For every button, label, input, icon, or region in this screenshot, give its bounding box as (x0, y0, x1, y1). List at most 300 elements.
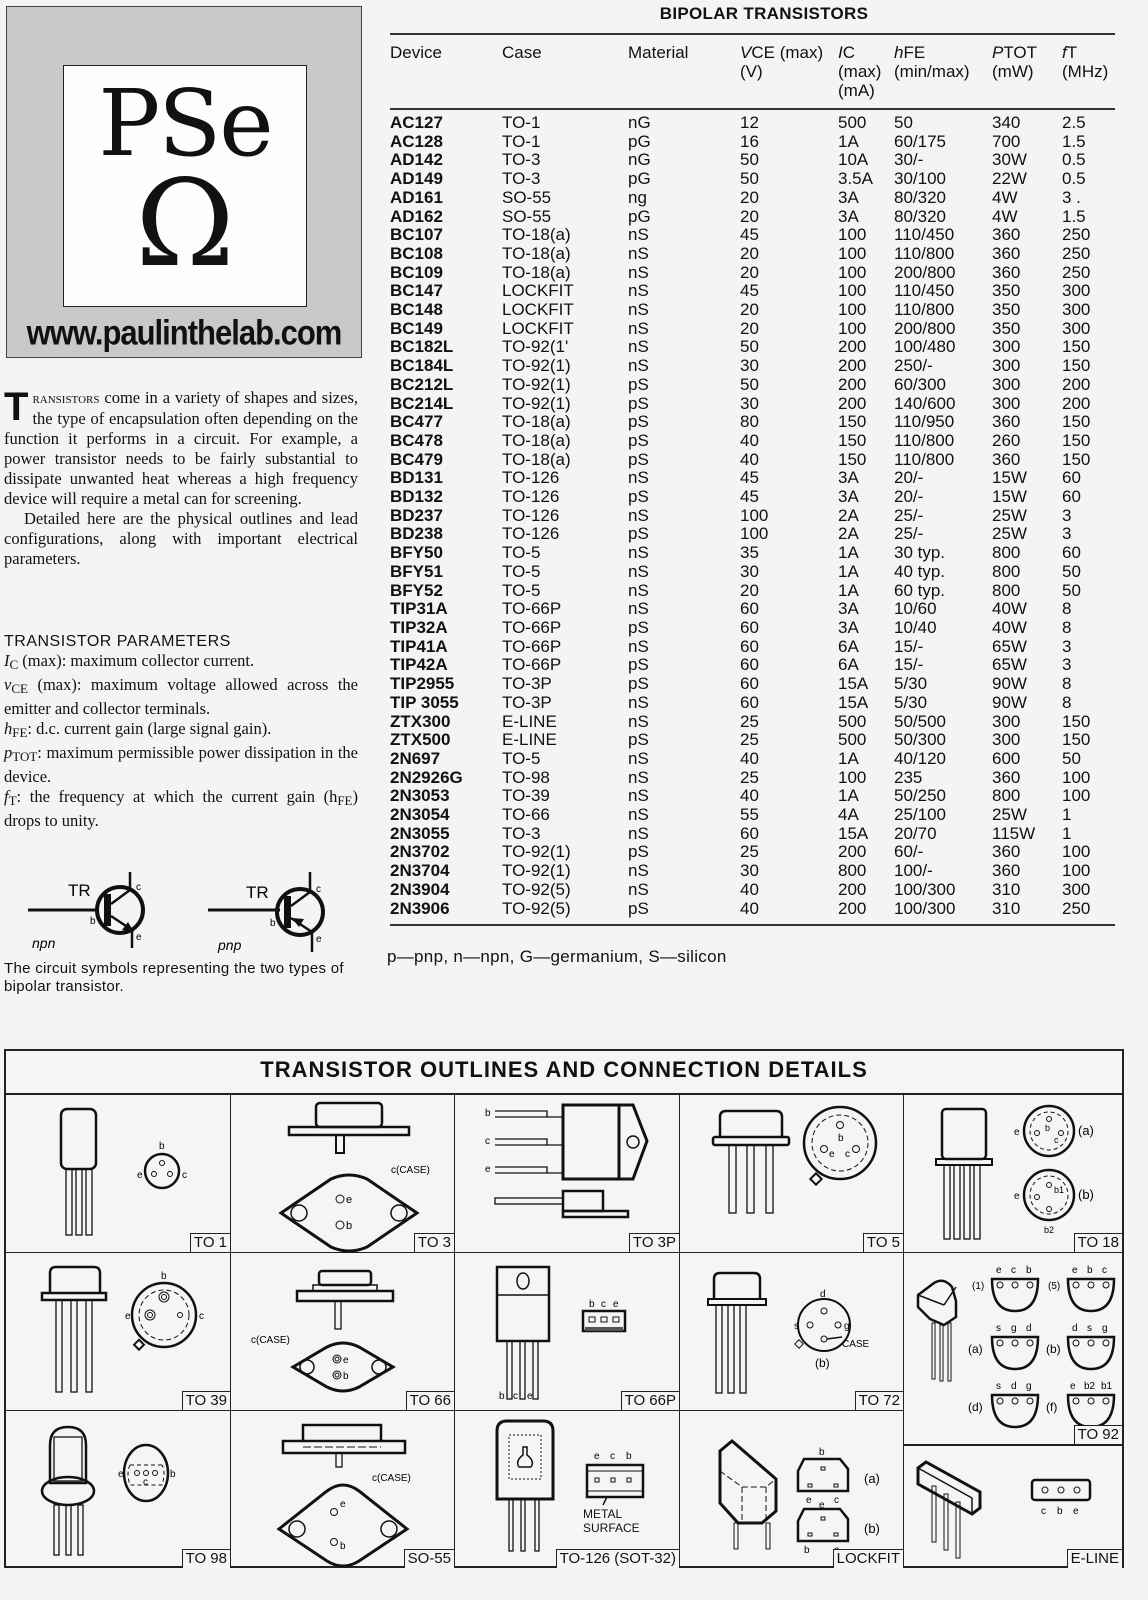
table-row (390, 301, 1115, 320)
package-to92 (904, 1253, 1122, 1445)
col-ic: IC (max) (mA) (838, 43, 882, 100)
cell-ic: 3A (838, 599, 859, 619)
cell-case: TO-92(1) (502, 374, 571, 394)
cell-device: BC214L (390, 393, 454, 413)
cell-material: pS (628, 898, 649, 918)
cell-ic: 500 (838, 711, 867, 731)
cell-case: TO-18(a) (502, 225, 571, 245)
cell-case: TO-66P (502, 655, 562, 675)
cell-ptot: 300 (992, 356, 1021, 376)
table-row (390, 619, 1115, 638)
cell-vce: 50 (740, 169, 759, 189)
cell-device: 2N697 (390, 748, 441, 768)
package-to3p (455, 1095, 680, 1253)
cell-ft: 150 (1062, 337, 1091, 357)
cell-case: TO-18(a) (502, 243, 571, 263)
cell-material: pS (628, 430, 649, 450)
cell-ft: 150 (1062, 412, 1091, 432)
cell-ptot: 800 (992, 580, 1021, 600)
cell-ft: 3 (1062, 505, 1072, 525)
package-label: TO 39 (182, 1391, 230, 1410)
svg-text:CASE: CASE (842, 1339, 870, 1350)
svg-text:(a): (a) (1078, 1123, 1094, 1138)
cell-vce: 50 (740, 150, 759, 170)
to66p-outline-icon (455, 1253, 680, 1411)
cell-hfe: 140/600 (894, 393, 956, 413)
cell-case: TO-92(5) (502, 898, 571, 918)
cell-material: pS (628, 393, 649, 413)
divider (390, 33, 1115, 35)
svg-text:c: c (1011, 1265, 1016, 1276)
cell-device: ZTX300 (390, 711, 451, 731)
cell-hfe: 15/- (894, 655, 924, 675)
col-ptot: PTOT (mW) (992, 43, 1038, 81)
table-row (390, 245, 1115, 264)
cell-ft: 100 (1062, 842, 1091, 862)
cell-ptot: 90W (992, 674, 1027, 694)
cell-ft: 250 (1062, 225, 1091, 245)
cell-device: BC149 (390, 318, 443, 338)
cell-device: BFY50 (390, 543, 443, 563)
cell-vce: 60 (740, 617, 759, 637)
svg-text:b1: b1 (1054, 1185, 1065, 1195)
to92-outline-icon (904, 1253, 1122, 1445)
cell-vce: 60 (740, 636, 759, 656)
table-row (390, 170, 1115, 189)
cell-ic: 200 (838, 393, 867, 413)
cell-ft: 100 (1062, 861, 1091, 881)
cell-material: nS (628, 767, 649, 787)
cell-case: TO-3P (502, 692, 552, 712)
cell-ft: 8 (1062, 692, 1072, 712)
cell-hfe: 10/40 (894, 617, 937, 637)
table-row (390, 675, 1115, 694)
cell-ptot: 65W (992, 636, 1027, 656)
cell-ic: 200 (838, 356, 867, 376)
cell-ptot: 350 (992, 300, 1021, 320)
cell-device: BC479 (390, 449, 443, 469)
cell-ft: 150 (1062, 730, 1091, 750)
to92-variant-1-icon (972, 1265, 1038, 1311)
package-to5 (680, 1095, 904, 1253)
cell-material: pS (628, 617, 649, 637)
package-label: SO-55 (404, 1549, 454, 1568)
cell-ic: 3A (838, 468, 859, 488)
table-row (390, 451, 1115, 470)
package-label: TO 98 (182, 1549, 230, 1568)
svg-text:b: b (804, 1545, 810, 1556)
cell-material: pS (628, 730, 649, 750)
svg-text:b: b (1087, 1265, 1093, 1276)
svg-text:(1): (1) (972, 1281, 985, 1292)
cell-case: TO-18(a) (502, 430, 571, 450)
svg-text:(b): (b) (1046, 1342, 1061, 1356)
cell-material: nG (628, 113, 651, 132)
cell-ic: 150 (838, 412, 867, 432)
cell-device: AD142 (390, 150, 443, 170)
table-row (390, 563, 1115, 582)
cell-vce: 45 (740, 468, 759, 488)
to18-outline-icon (904, 1095, 1122, 1253)
cell-device: 2N3054 (390, 805, 450, 825)
package-label: TO 66 (406, 1391, 454, 1410)
lockfit-outline-icon (680, 1411, 904, 1568)
package-label: TO 1 (190, 1233, 230, 1252)
svg-text:b: b (346, 1220, 353, 1232)
cell-ptot: 800 (992, 786, 1021, 806)
cell-material: pS (628, 487, 649, 507)
svg-text:c: c (845, 1149, 850, 1160)
cell-ptot: 25W (992, 505, 1027, 525)
divider (390, 924, 1115, 926)
cell-ic: 1A (838, 786, 859, 806)
cell-vce: 25 (740, 842, 759, 862)
cell-case: TO-66P (502, 636, 562, 656)
logo-url[interactable]: www.paulinthelab.com (26, 312, 342, 353)
cell-ft: 3 (1062, 655, 1072, 675)
cell-vce: 45 (740, 225, 759, 245)
table-row (390, 507, 1115, 526)
intro-lead: ransistors (32, 391, 100, 407)
svg-text:b: b (90, 916, 96, 927)
to92-variant-a-icon (968, 1323, 1038, 1369)
cell-ic: 15A (838, 674, 869, 694)
cell-ptot: 25W (992, 805, 1027, 825)
to126-outline-icon: e c b METAL SURFACE (455, 1411, 680, 1568)
package-to18 (904, 1095, 1122, 1253)
cell-vce: 35 (740, 543, 759, 563)
cell-device: BC109 (390, 262, 443, 282)
svg-text:d: d (820, 1289, 826, 1300)
cell-ptot: 800 (992, 543, 1021, 563)
cell-device: ZTX500 (390, 730, 451, 750)
cell-ic: 3A (838, 487, 859, 507)
table-row (390, 600, 1115, 619)
svg-text:b: b (838, 1133, 844, 1144)
cell-hfe: 50/250 (894, 786, 946, 806)
cell-device: AC128 (390, 131, 443, 151)
cell-hfe: 20/- (894, 468, 924, 488)
cell-vce: 40 (740, 879, 759, 899)
table-legend: p—pnp, n—npn, G—germanium, S—silicon (387, 947, 727, 966)
cell-vce: 100 (740, 524, 769, 544)
table-row (390, 713, 1115, 732)
cell-case: TO-5 (502, 543, 541, 563)
cell-ic: 200 (838, 842, 867, 862)
package-eline (904, 1445, 1122, 1568)
cell-case: LOCKFIT (502, 318, 574, 338)
cell-hfe: 60 typ. (894, 580, 946, 600)
table-row (390, 469, 1115, 488)
svg-text:e: e (819, 1500, 825, 1511)
cell-hfe: 50/500 (894, 711, 946, 731)
package-label: LOCKFIT (833, 1549, 903, 1568)
svg-text:e: e (125, 1311, 131, 1322)
cell-vce: 100 (740, 505, 769, 525)
svg-text:(a): (a) (864, 1471, 880, 1486)
to66-outline-icon (231, 1253, 455, 1411)
cell-ic: 100 (838, 262, 867, 282)
cell-ft: 8 (1062, 599, 1072, 619)
cell-ft: 100 (1062, 767, 1091, 787)
table-row (390, 900, 1115, 919)
to1-outline-icon (6, 1095, 231, 1253)
svg-text:(d): (d) (968, 1400, 983, 1414)
cell-ptot: 90W (992, 692, 1027, 712)
svg-text:c(CASE): c(CASE) (251, 1335, 290, 1346)
cell-hfe: 80/320 (894, 206, 946, 226)
svg-text:d: d (1072, 1323, 1078, 1334)
table-row (390, 338, 1115, 357)
cell-material: nS (628, 823, 649, 843)
cell-ic: 1A (838, 543, 859, 563)
cell-ft: 3 (1062, 636, 1072, 656)
svg-text:e: e (316, 934, 322, 945)
col-device: Device (390, 43, 442, 62)
parameters-section (4, 633, 358, 831)
table-row (390, 694, 1115, 713)
cell-ptot: 360 (992, 449, 1021, 469)
cell-ptot: 360 (992, 412, 1021, 432)
cell-ft: 300 (1062, 879, 1091, 899)
table-row (390, 525, 1115, 544)
cell-material: nS (628, 748, 649, 768)
cell-hfe: 30 typ. (894, 543, 946, 563)
cell-vce: 25 (740, 711, 759, 731)
svg-text:s: s (996, 1323, 1001, 1334)
cell-ic: 15A (838, 823, 869, 843)
cell-ptot: 65W (992, 655, 1027, 675)
cell-ic: 3A (838, 206, 859, 226)
table-row (390, 114, 1115, 133)
table-body (390, 114, 1115, 918)
svg-text:g: g (1011, 1323, 1017, 1334)
cell-ptot: 4W (992, 187, 1018, 207)
cell-device: TIP31A (390, 599, 448, 619)
table-row (390, 264, 1115, 283)
package-to39 (6, 1253, 231, 1411)
cell-vce: 30 (740, 561, 759, 581)
svg-text:e: e (613, 1299, 619, 1310)
cell-case: E-LINE (502, 711, 557, 731)
svg-text:c: c (834, 1495, 839, 1506)
cell-device: BC212L (390, 374, 454, 394)
svg-text:b: b (1057, 1506, 1063, 1517)
cell-case: TO-5 (502, 580, 541, 600)
cell-vce: 20 (740, 300, 759, 320)
cell-device: 2N3053 (390, 786, 450, 806)
cell-ft: 60 (1062, 543, 1081, 563)
cell-material: nS (628, 861, 649, 881)
cell-hfe: 30/100 (894, 169, 946, 189)
cell-hfe: 200/800 (894, 318, 956, 338)
table-row (390, 395, 1115, 414)
cell-ptot: 4W (992, 206, 1018, 226)
cell-hfe: 5/30 (894, 692, 928, 712)
svg-text:b: b (626, 1451, 632, 1462)
cell-device: BC478 (390, 430, 443, 450)
svg-text:TR: TR (68, 881, 91, 900)
param-hfe: $h_{FE}$: d.c. current gain (large signal gain). (4, 719, 272, 740)
cell-material: nS (628, 243, 649, 263)
cell-case: TO-1 (502, 113, 541, 132)
cell-hfe: 40/120 (894, 748, 946, 768)
svg-text:b2: b2 (1084, 1381, 1096, 1392)
svg-text:e: e (340, 1499, 346, 1510)
cell-ic: 100 (838, 281, 867, 301)
svg-text:e: e (806, 1495, 812, 1506)
cell-material: nS (628, 262, 649, 282)
cell-material: nS (628, 561, 649, 581)
cell-hfe: 60/300 (894, 374, 946, 394)
package-to98 (6, 1411, 231, 1568)
svg-text:e: e (1014, 1191, 1020, 1202)
cell-vce: 20 (740, 318, 759, 338)
cell-device: 2N2926G (390, 767, 463, 787)
cell-case: LOCKFIT (502, 281, 574, 301)
cell-hfe: 100/480 (894, 337, 956, 357)
cell-ft: 250 (1062, 243, 1091, 263)
table-row (390, 376, 1115, 395)
table-row (390, 862, 1115, 881)
cell-vce: 60 (740, 599, 759, 619)
table-row (390, 638, 1115, 657)
cell-case: LOCKFIT (502, 300, 574, 320)
cell-ic: 6A (838, 636, 859, 656)
table-header-row (390, 43, 1115, 100)
svg-text:b: b (159, 1141, 165, 1152)
table-row (390, 282, 1115, 301)
cell-ptot: 360 (992, 262, 1021, 282)
cell-ic: 100 (838, 318, 867, 338)
cell-ft: 50 (1062, 748, 1081, 768)
cell-vce: 80 (740, 412, 759, 432)
package-to126 (455, 1411, 680, 1568)
cell-ptot: 15W (992, 487, 1027, 507)
cell-material: nS (628, 692, 649, 712)
cell-ft: 50 (1062, 561, 1081, 581)
col-hfe: hFE (min/max) (894, 43, 970, 81)
cell-material: nS (628, 805, 649, 825)
cell-ic: 500 (838, 113, 867, 132)
svg-text:e: e (996, 1265, 1002, 1276)
cell-ptot: 310 (992, 898, 1021, 918)
cell-ptot: 800 (992, 561, 1021, 581)
cell-ptot: 115W (992, 823, 1036, 843)
table-row (390, 731, 1115, 750)
cell-hfe: 110/950 (894, 412, 955, 432)
cell-ft: 3 (1062, 524, 1072, 544)
cell-vce: 25 (740, 767, 759, 787)
cell-vce: 30 (740, 356, 759, 376)
package-label: TO 5 (863, 1233, 903, 1252)
cell-hfe: 25/100 (894, 805, 946, 825)
cell-hfe: 20/70 (894, 823, 937, 843)
cell-ft: 0.5 (1062, 169, 1086, 189)
package-label: TO 66P (621, 1391, 679, 1410)
cell-case: TO-126 (502, 505, 560, 525)
cell-ptot: 350 (992, 281, 1021, 301)
package-label: TO 3 (414, 1233, 454, 1252)
package-lockfit (680, 1411, 904, 1568)
svg-text:e: e (346, 1194, 353, 1206)
svg-text:(a): (a) (968, 1342, 983, 1356)
cell-case: TO-5 (502, 748, 541, 768)
cell-device: BC147 (390, 281, 443, 301)
svg-text:b: b (340, 1541, 346, 1552)
cell-ft: 100 (1062, 786, 1091, 806)
cell-ptot: 300 (992, 730, 1021, 750)
svg-text:e: e (829, 1149, 835, 1160)
cell-case: TO-126 (502, 468, 560, 488)
cell-device: BFY52 (390, 580, 443, 600)
cell-ft: 60 (1062, 487, 1081, 507)
table-row (390, 843, 1115, 862)
cell-vce: 16 (740, 131, 759, 151)
cell-ic: 10A (838, 150, 869, 170)
param-ic: $I_C$ (max): maximum collector current. (4, 651, 255, 672)
svg-text:b: b (161, 1271, 167, 1282)
to92-variant-b-icon (1046, 1323, 1114, 1369)
svg-text:npn: npn (32, 935, 56, 951)
cell-material: nS (628, 468, 649, 488)
svg-text:(b): (b) (1078, 1187, 1094, 1202)
cell-hfe: 50 (894, 113, 913, 132)
table-row (390, 582, 1115, 601)
to3p-outline-icon (455, 1095, 680, 1253)
cell-ptot: 340 (992, 113, 1021, 132)
table-row (390, 806, 1115, 825)
cell-ptot: 40W (992, 617, 1027, 637)
package-label: TO 92 (1074, 1425, 1122, 1444)
package-label: TO-126 (SOT-32) (556, 1549, 679, 1568)
cell-material: pS (628, 655, 649, 675)
cell-vce: 60 (740, 655, 759, 675)
cell-device: AD149 (390, 169, 443, 189)
cell-case: TO-92(1) (502, 356, 571, 376)
symbols-caption: The circuit symbols representing the two types of bipolar transistor. (4, 960, 344, 995)
cell-ic: 3.5A (838, 169, 873, 189)
table-row (390, 133, 1115, 152)
cell-ft: 1 (1062, 805, 1072, 825)
svg-text:e: e (485, 1164, 491, 1175)
svg-text:c: c (1041, 1506, 1046, 1517)
outlines-panel (4, 1049, 1124, 1568)
cell-case: TO-18(a) (502, 412, 571, 432)
cell-case: TO-98 (502, 767, 550, 787)
table-row (390, 488, 1115, 507)
intro-text (4, 385, 358, 569)
svg-text:b1: b1 (1101, 1381, 1113, 1392)
cell-hfe: 100/- (894, 861, 933, 881)
cell-device: 2N3904 (390, 879, 450, 899)
cell-hfe: 25/- (894, 524, 924, 544)
cell-device: TIP42A (390, 655, 448, 675)
svg-text:(f): (f) (1046, 1400, 1058, 1414)
svg-text:b: b (343, 1371, 349, 1382)
col-ft: fT (MHz) (1062, 43, 1109, 81)
cell-ic: 15A (838, 692, 869, 712)
npn-symbol-icon (28, 872, 143, 951)
cell-ptot: 300 (992, 374, 1021, 394)
cell-case: TO-5 (502, 561, 541, 581)
cell-vce: 20 (740, 187, 759, 207)
cell-material: nS (628, 356, 649, 376)
cell-case: TO-3 (502, 150, 541, 170)
cell-hfe: 20/- (894, 487, 924, 507)
param-vce: $v_{CE}$ (max): maximum voltage allowed across the emitter and collector terminals. (4, 675, 358, 718)
cell-ic: 2A (838, 505, 859, 525)
